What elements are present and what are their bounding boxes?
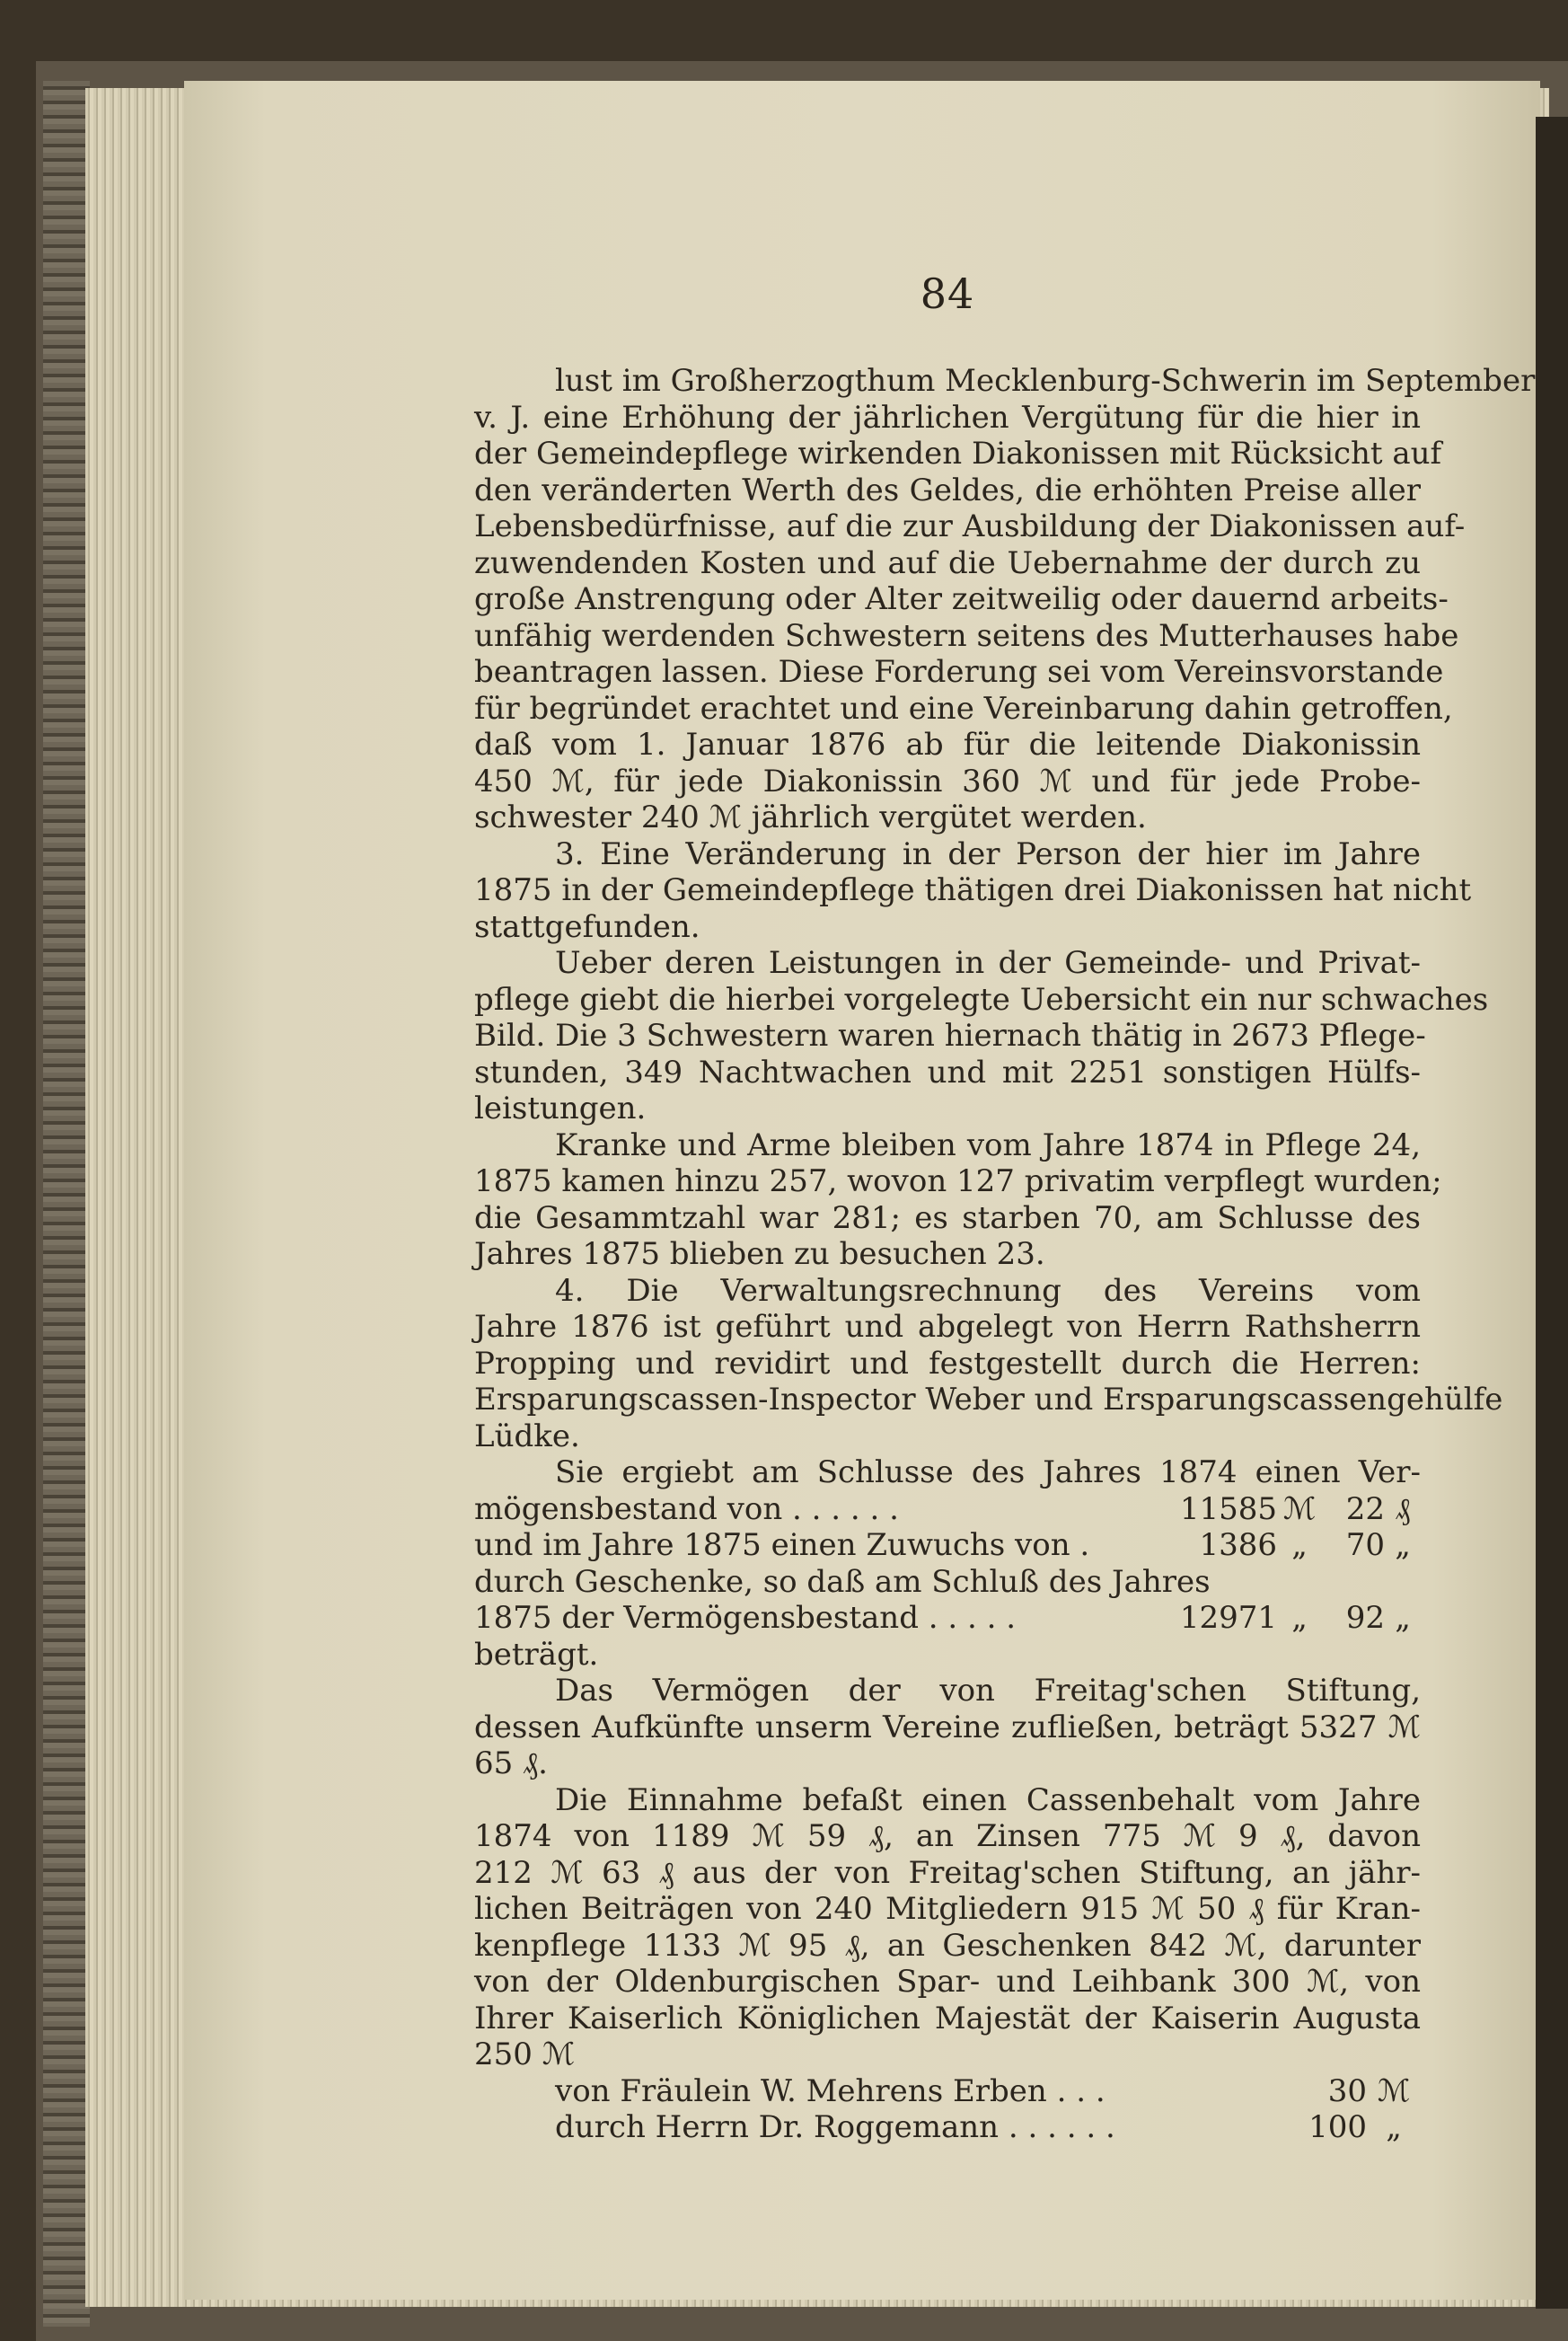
account-label: und im Jahre 1875 einen Zuwuchs von . [474,1527,1090,1563]
text-line: zuwendenden Kosten und auf die Uebernahme der durch zu [474,544,1421,581]
text-line: der Gemeindepflege wirkenden Diakonissen mit Rücksicht auf [474,436,1442,472]
paragraphs-section-2 [474,1673,1421,2073]
text-line: stunden, 349 Nachtwachen und mit 2251 sonstigen Hülfs- [474,1054,1421,1091]
donation-unit: „ [1386,2109,1402,2145]
account-row [474,1600,1421,1637]
account-pf: 22 [1345,1490,1385,1527]
account-unit: „ [1291,1527,1308,1563]
text-line: für begründet erachtet und eine Vereinbarung dahin getroffen, [474,690,1453,727]
account-mark: 11585 [1179,1490,1277,1527]
text-line: 3. Eine Veränderung in der Person der hier im Jahre [555,835,1421,872]
text-line: schwester 240 ℳ jährlich vergütet werden. [474,799,1147,835]
text-line: Bild. Die 3 Schwestern waren hiernach thätig in 2673 Pflege- [474,1018,1426,1054]
account-unit: „ [1291,1600,1308,1636]
text-line: kenpflege 1133 ℳ 95 ₰, an Geschenken 842 ℳ, darunter [474,1927,1421,1964]
text-line: Jahre 1876 ist geführt und abgelegt von Herrn Rathsherrn [474,1309,1421,1345]
text-line: 4. Die Verwaltungsrechnung des Vereins vom [555,1272,1421,1309]
account-pf [1341,1564,1392,1601]
text-line: Ihrer Kaiserlich Königlichen Majestät der Kaiserin Augusta [474,2000,1421,2036]
page-body [474,363,1536,2146]
account-unit2: „ [1395,1527,1411,1563]
text-line: Kranke und Arme bleiben vom Jahre 1874 in Pflege 24, [555,1126,1421,1163]
text-line: dessen Aufkünfte unserm Vereine zufließen, beträgt 5327 ℳ [474,1709,1421,1745]
text-line: Propping und revidirt und festgestellt durch die Herren: [474,1345,1421,1382]
account-unit2: ₰ [1395,1490,1411,1527]
book-spine [43,81,90,2327]
account-intro: Sie ergiebt am Schlusse des Jahres 1874 einen Ver- [555,1454,1421,1490]
account-unit: ℳ [1282,1490,1317,1527]
text-line: lichen Beiträgen von 240 Mitgliedern 915 ℳ 50 ₰ für Kran- [474,1891,1421,1927]
donation-amount: 100 [1308,2109,1367,2145]
account-statement [474,1454,1421,1673]
text-line: Lüdke. [474,1418,580,1454]
text-line: den veränderten Werth des Geldes, die erhöhten Preise aller [474,472,1421,508]
text-line: 1874 von 1189 ℳ 59 ₰, an Zinsen 775 ℳ 9 ₰, davon [474,1818,1421,1854]
text-line: leistungen. [474,1091,647,1126]
text-line: unfähig werdenden Schwestern seitens des Mutterhauses habe [474,617,1459,654]
account-mark [1211,1564,1305,1601]
paragraphs-section-1 [474,363,1536,1454]
donation-label: durch Herrn Dr. Roggemann . . . . . . [555,2109,1115,2145]
donations-list [474,2073,1421,2146]
account-label: 1875 der Vermögensbestand . . . . . [474,1600,1017,1636]
text-line: Lebensbedürfnisse, auf die zur Ausbildung der Diakonissen auf- [474,508,1466,544]
text-line: 1875 in der Gemeindepflege thätigen drei Diakonissen hat nicht [474,872,1472,908]
text-line: 450 ℳ, für jede Diakonissin 360 ℳ und für jede Probe- [474,763,1421,799]
text-line: stattgefunden. [474,908,700,945]
donation-unit: ℳ [1377,2072,1411,2109]
donation-amount: 30 [1327,2072,1367,2109]
account-row [474,1491,1421,1528]
text-line: lust im Großherzogthum Mecklenburg-Schwerin im September [555,363,1536,399]
text-line: beantragen lassen. Diese Forderung sei vom Vereinsvorstande [474,654,1444,690]
text-line: die Gesammtzahl war 281; es starben 70, am Schlusse des [474,1199,1421,1236]
text-line: Das Vermögen der von Freitag'schen Stiftung, [555,1673,1421,1709]
account-pf: 70 [1345,1527,1385,1563]
text-line: 212 ℳ 63 ₰ aus der von Freitag'schen Stiftung, an jähr- [474,1854,1421,1891]
account-row [474,1527,1421,1564]
text-line: Die Einnahme befaßt einen Cassenbehalt vom Jahre [555,1781,1421,1818]
account-mark: 1386 [1199,1527,1277,1563]
page-number: 84 [920,269,975,318]
text-line: pflege giebt die hierbei vorgelegte Uebersicht ein nur schwaches [474,981,1489,1018]
text-line: daß vom 1. Januar 1876 ab für die leitende Diakonissin [474,727,1421,763]
text-line: 1875 kamen hinzu 257, wovon 127 privatim verpflegt wurden; [474,1163,1442,1199]
text-line: Ersparungscassen-Inspector Weber und Ersparungscassengehülfe [474,1382,1503,1418]
facing-page-edge [1536,117,1568,2309]
account-unit2 [1392,1564,1421,1601]
donation-label: von Fräulein W. Mehrens Erben . . . [555,2072,1106,2109]
text-line: Jahres 1875 blieben zu besuchen 23. [474,1236,1045,1272]
donation-row [474,2073,1421,2110]
account-outro: beträgt. [474,1636,599,1673]
account-unit2: „ [1395,1600,1411,1636]
text-line: 65 ₰. [474,1745,548,1781]
account-unit [1305,1564,1341,1601]
text-line: v. J. eine Erhöhung der jährlichen Vergütung für die hier in [474,399,1421,436]
account-label: durch Geschenke, so daß am Schluß des Jahres [474,1563,1211,1600]
text-line: Ueber deren Leistungen in der Gemeinde- und Privat- [555,945,1421,981]
account-mark: 12971 [1179,1600,1277,1636]
donation-row [474,2109,1421,2146]
account-rows [474,1491,1421,1637]
text-line: 250 ℳ [474,2036,576,2072]
account-label: mögensbestand von . . . . . . [474,1490,899,1527]
account-row [474,1564,1421,1601]
text-line: große Anstrengung oder Alter zeitweilig oder dauernd arbeits- [474,581,1449,617]
account-pf: 92 [1345,1600,1385,1636]
text-line: von der Oldenburgischen Spar- und Leihbank 300 ℳ, von [474,1964,1421,2000]
